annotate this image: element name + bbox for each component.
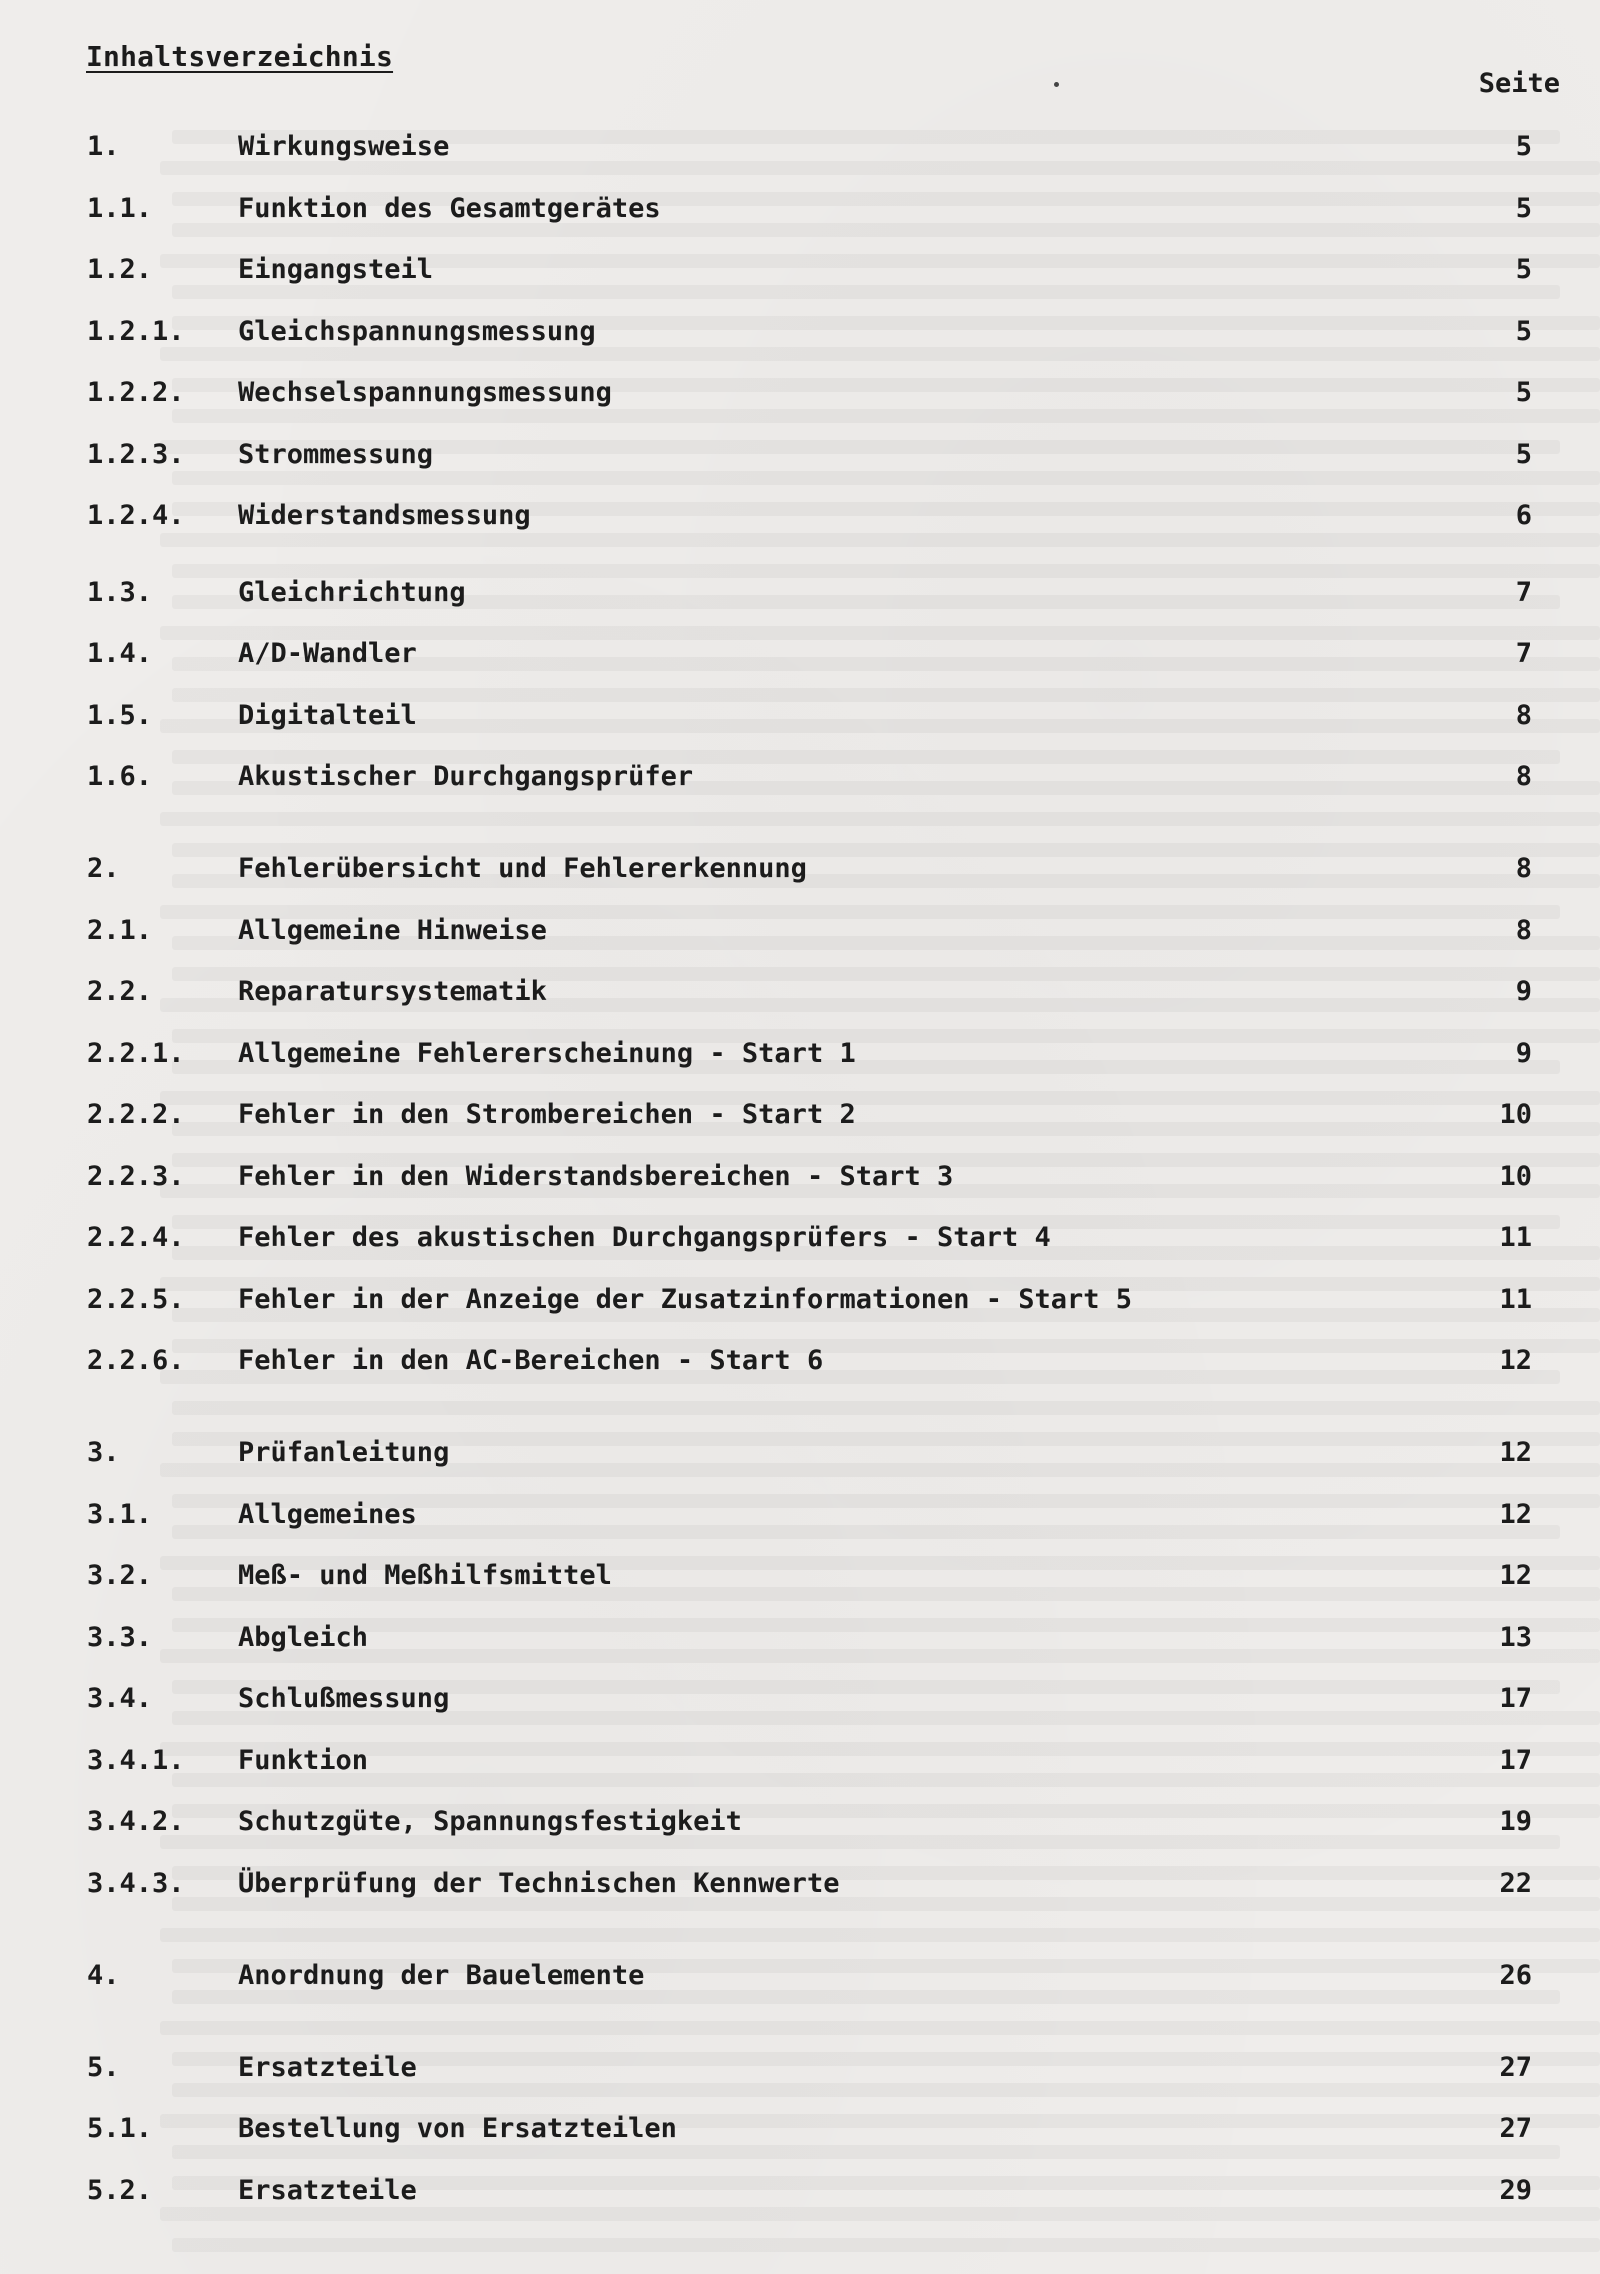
toc-entry-page: 6 (1515, 500, 1532, 531)
toc-entry-number: 1.2.4. (87, 500, 185, 531)
toc-entry-number: 2.2. (87, 976, 153, 1007)
toc-entry-number: 4. (87, 1960, 120, 1991)
toc-entry-label: Funktion des Gesamtgerätes (238, 193, 661, 224)
toc-entry-page: 22 (1499, 1868, 1532, 1899)
toc-entry (0, 696, 1600, 736)
toc-entry-page: 17 (1499, 1745, 1532, 1776)
bleed-line (172, 2238, 1600, 2252)
toc-entry (0, 1341, 1600, 1381)
toc-entry-page: 10 (1499, 1099, 1532, 1130)
toc-entry-number: 3.4.2. (87, 1806, 185, 1837)
toc-entry-page: 19 (1499, 1806, 1532, 1837)
bleed-line (160, 1928, 1600, 1942)
toc-entry-page: 5 (1515, 131, 1532, 162)
toc-entry-number: 3.4.1. (87, 1745, 185, 1776)
toc-title: Inhaltsverzeichnis (86, 40, 394, 73)
toc-entry (0, 1556, 1600, 1596)
toc-entry-number: 1.2.1. (87, 316, 185, 347)
toc-entry (0, 312, 1600, 352)
toc-entry-page: 5 (1515, 439, 1532, 470)
toc-entry (0, 2048, 1600, 2088)
toc-entry-label: Überprüfung der Technischen Kennwerte (238, 1868, 840, 1899)
toc-entry-page: 12 (1499, 1560, 1532, 1591)
toc-entry-page: 9 (1515, 1038, 1532, 1069)
toc-entry (0, 1956, 1600, 1996)
toc-entry-page: 10 (1499, 1161, 1532, 1192)
toc-entry-number: 1. (87, 131, 120, 162)
toc-entry (0, 1618, 1600, 1658)
toc-entry-label: Fehler des akustischen Durchgangsprüfers - Start 4 (238, 1222, 1051, 1253)
toc-entry-number: 2.2.3. (87, 1161, 185, 1192)
toc-entry-page: 5 (1515, 377, 1532, 408)
toc-entry-label: Fehler in der Anzeige der Zusatzinformationen - Start 5 (238, 1284, 1133, 1315)
toc-entry-label: Wirkungsweise (238, 131, 450, 162)
toc-entry-number: 1.4. (87, 638, 153, 669)
toc-entry-number: 2. (87, 853, 120, 884)
toc-entry-number: 3.3. (87, 1622, 153, 1653)
toc-entry-label: Wechselspannungsmessung (238, 377, 612, 408)
bleed-line (160, 2021, 1600, 2035)
toc-entry-label: Fehler in den AC-Bereichen - Start 6 (238, 1345, 824, 1376)
page-column-header: Seite (1478, 68, 1560, 99)
toc-entry-page: 5 (1515, 254, 1532, 285)
toc-entry-label: Allgemeines (238, 1499, 417, 1530)
toc-entry-label: Allgemeine Fehlererscheinung - Start 1 (238, 1038, 856, 1069)
toc-entry (0, 435, 1600, 475)
toc-entry-page: 9 (1515, 976, 1532, 1007)
toc-entry (0, 1864, 1600, 1904)
toc-entry-page: 27 (1499, 2113, 1532, 2144)
toc-entry-page: 12 (1499, 1437, 1532, 1468)
toc-entry-number: 2.2.6. (87, 1345, 185, 1376)
toc-entry (0, 1218, 1600, 1258)
toc-entry-label: A/D-Wandler (238, 638, 417, 669)
toc-entry (0, 250, 1600, 290)
toc-entry-label: Reparatursystematik (238, 976, 547, 1007)
toc-entry-number: 2.2.1. (87, 1038, 185, 1069)
toc-entry-page: 11 (1499, 1284, 1532, 1315)
toc-entry-label: Fehlerübersicht und Fehlererkennung (238, 853, 807, 884)
toc-entry-number: 1.3. (87, 577, 153, 608)
toc-entry-page: 12 (1499, 1499, 1532, 1530)
toc-entry-label: Prüfanleitung (238, 1437, 450, 1468)
toc-entry-page: 7 (1515, 577, 1532, 608)
toc-entry-page: 26 (1499, 1960, 1532, 1991)
toc-entry-number: 3.4. (87, 1683, 153, 1714)
toc-entry (0, 1679, 1600, 1719)
toc-entry-label: Akustischer Durchgangsprüfer (238, 761, 694, 792)
toc-entry-page: 12 (1499, 1345, 1532, 1376)
toc-entry (0, 373, 1600, 413)
toc-entry-number: 3.4.3. (87, 1868, 185, 1899)
toc-entry-number: 2.2.5. (87, 1284, 185, 1315)
toc-entry-label: Ersatzteile (238, 2052, 417, 2083)
toc-entry-label: Ersatzteile (238, 2175, 417, 2206)
toc-entry-number: 3.1. (87, 1499, 153, 1530)
toc-entry (0, 911, 1600, 951)
toc-entry-page: 27 (1499, 2052, 1532, 2083)
toc-entry-label: Fehler in den Strombereichen - Start 2 (238, 1099, 856, 1130)
toc-entry-label: Allgemeine Hinweise (238, 915, 547, 946)
toc-entry-label: Widerstandsmessung (238, 500, 531, 531)
toc-entry-number: 1.2.3. (87, 439, 185, 470)
toc-entry (0, 849, 1600, 889)
toc-entry-page: 29 (1499, 2175, 1532, 2206)
toc-entry-label: Schlußmessung (238, 1683, 450, 1714)
toc-entry-page: 8 (1515, 853, 1532, 884)
toc-entry-page: 8 (1515, 700, 1532, 731)
toc-entry (0, 1280, 1600, 1320)
toc-entry-label: Gleichrichtung (238, 577, 466, 608)
toc-entry (0, 1802, 1600, 1842)
toc-entry (0, 1095, 1600, 1135)
toc-entry (0, 189, 1600, 229)
toc-entry-number: 5. (87, 2052, 120, 2083)
toc-entry (0, 127, 1600, 167)
toc-entry (0, 1034, 1600, 1074)
toc-entry-page: 13 (1499, 1622, 1532, 1653)
toc-entry-page: 8 (1515, 915, 1532, 946)
toc-entry-page: 17 (1499, 1683, 1532, 1714)
toc-entry (0, 496, 1600, 536)
toc-entry-number: 3. (87, 1437, 120, 1468)
toc-entry (0, 1157, 1600, 1197)
toc-entry-label: Meß- und Meßhilfsmittel (238, 1560, 612, 1591)
toc-entry-page: 7 (1515, 638, 1532, 669)
toc-entry-label: Digitalteil (238, 700, 417, 731)
toc-entry (0, 1495, 1600, 1535)
toc-entry-page: 8 (1515, 761, 1532, 792)
toc-entry-label: Fehler in den Widerstandsbereichen - Start 3 (238, 1161, 954, 1192)
toc-entry-number: 1.5. (87, 700, 153, 731)
bleed-line (172, 1401, 1600, 1415)
toc-entry-number: 3.2. (87, 1560, 153, 1591)
toc-entry-label: Eingangsteil (238, 254, 434, 285)
toc-entry-label: Strommessung (238, 439, 434, 470)
toc-entry-number: 1.1. (87, 193, 153, 224)
toc-entry-label: Anordnung der Bauelemente (238, 1960, 645, 1991)
toc-entry (0, 1433, 1600, 1473)
toc-entry-label: Gleichspannungsmessung (238, 316, 596, 347)
toc-entry-number: 2.2.2. (87, 1099, 185, 1130)
toc-entry-number: 2.2.4. (87, 1222, 185, 1253)
bleed-line (160, 812, 1600, 826)
ink-speck (1054, 82, 1059, 87)
toc-entry-number: 2.1. (87, 915, 153, 946)
toc-entry-page: 5 (1515, 193, 1532, 224)
toc-entry (0, 972, 1600, 1012)
toc-entry-number: 5.1. (87, 2113, 153, 2144)
toc-entry (0, 634, 1600, 674)
toc-entry-page: 5 (1515, 316, 1532, 347)
toc-entry (0, 2171, 1600, 2211)
toc-entry-label: Bestellung von Ersatzteilen (238, 2113, 677, 2144)
toc-entry-label: Abgleich (238, 1622, 369, 1653)
toc-entry-number: 1.6. (87, 761, 153, 792)
toc-entry (0, 2109, 1600, 2149)
toc-entry-number: 1.2. (87, 254, 153, 285)
toc-entry (0, 757, 1600, 797)
toc-entry (0, 1741, 1600, 1781)
toc-entry-number: 5.2. (87, 2175, 153, 2206)
toc-entry-label: Funktion (238, 1745, 369, 1776)
toc-entry-page: 11 (1499, 1222, 1532, 1253)
toc-entry-number: 1.2.2. (87, 377, 185, 408)
toc-entry (0, 573, 1600, 613)
toc-entry-label: Schutzgüte, Spannungsfestigkeit (238, 1806, 742, 1837)
